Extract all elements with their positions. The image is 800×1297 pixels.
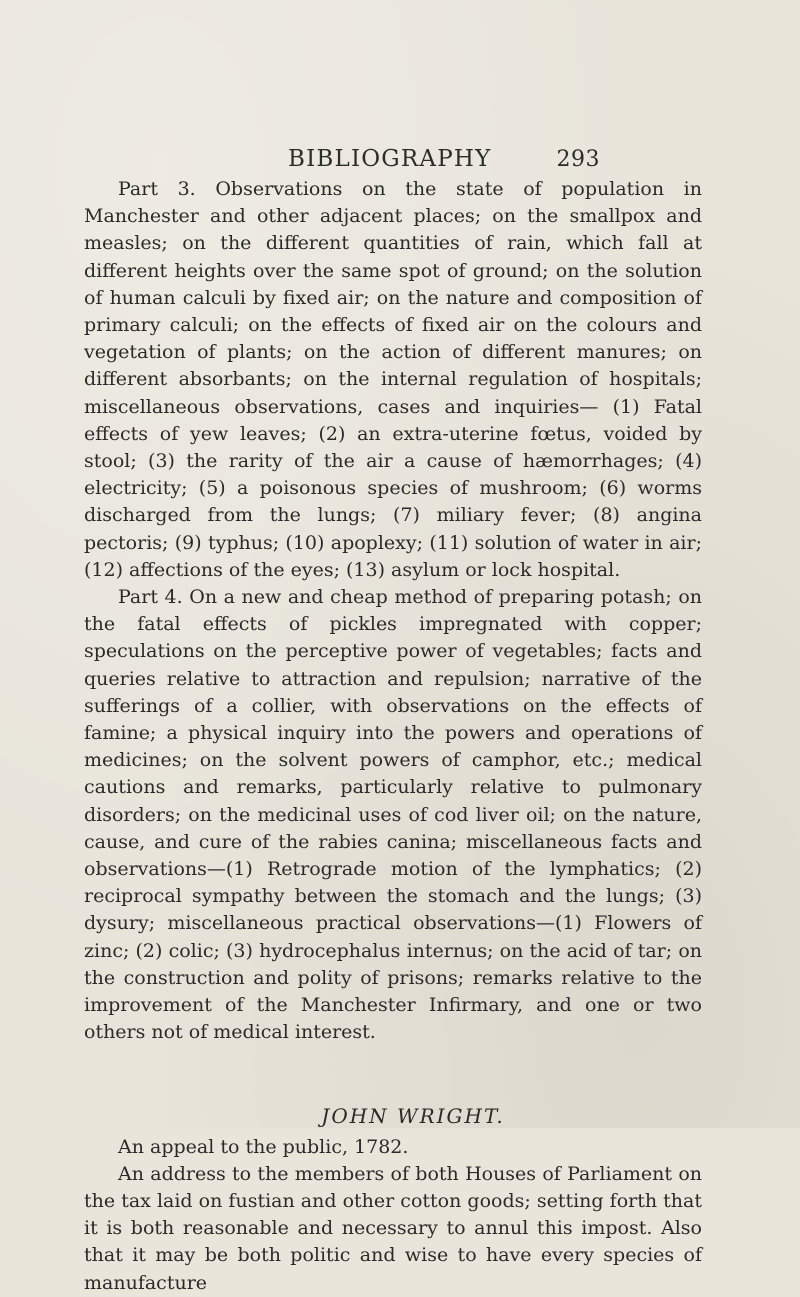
paragraph-part-3: Part 3. Observations on the state of population in Manchester and other adjacent places; on the smallpox and measles; on the different quantities of rain, which fall at different heights over the same spot of ground; on the solution of human calculi by fixed air; on the nature and composition of primary calculi; on the effects of fixed air on the colours and vegetation of plants; on the action of different manures; on different absorbants; on the internal regulation of hospitals; miscellaneous observations, cases and inquiries— (1) Fatal effects of yew leaves; (2) an extra-uterine fœtus, voided by stool; (3) the rarity of the air a cause of hæmorrhages; (4) electricity; (5) a poisonous species of mushroom; (6) worms discharged from the lungs; (7) miliary fever; (8) angina pectoris; (9) typhus; (10) apoplexy; (11) solution of water in air; (12) affections of the eyes; (13) asylum or lock hospital. [84,178,702,581]
paragraph-part-4: Part 4. On a new and cheap method of preparing potash; on the fatal effects of pickles impregnated with copper; speculations on the perceptive power of vegetables; facts and queries relative to attraction and repulsion; narrative of the sufferings of a collier, with observations on the effects of famine; a physical inquiry into the powers and operations of medicines; on the solvent powers of camphor, etc.; medical cautions and remarks, particularly relative to pulmonary disorders; on the medicinal uses of cod liver oil; on the nature, cause, and cure of the rabies canina; miscellaneous facts and observations—(1) Retrograde motion of the lymphatics; (2) reciprocal sympathy between the stomach and the lungs; (3) dysury; miscellaneous practical observations—(1) Flowers of zinc; (2) colic; (3) hydrocephalus internus; on the acid of tar; on the construction and polity of prisons; remarks relative to the improvement of the Manchester Infirmary, and one or two others not of medical interest. [84,586,702,1044]
running-title: BIBLIOGRAPHY [288,146,492,172]
bibliography-entry: An address to the members of both Houses of Parliament on the tax laid on fustian and other cotton goods; setting forth that it is both reasonable and necessary to annul this impost. Also that it may be both politic and wise to have every species of manufacture [84,1162,702,1294]
bibliography-entry: An appeal to the public, 1782. [118,1135,409,1158]
page-content [84,176,702,1297]
author-heading: JOHN WRIGHT. [321,1103,505,1128]
page-header [288,146,600,172]
page-number: 293 [556,147,600,172]
